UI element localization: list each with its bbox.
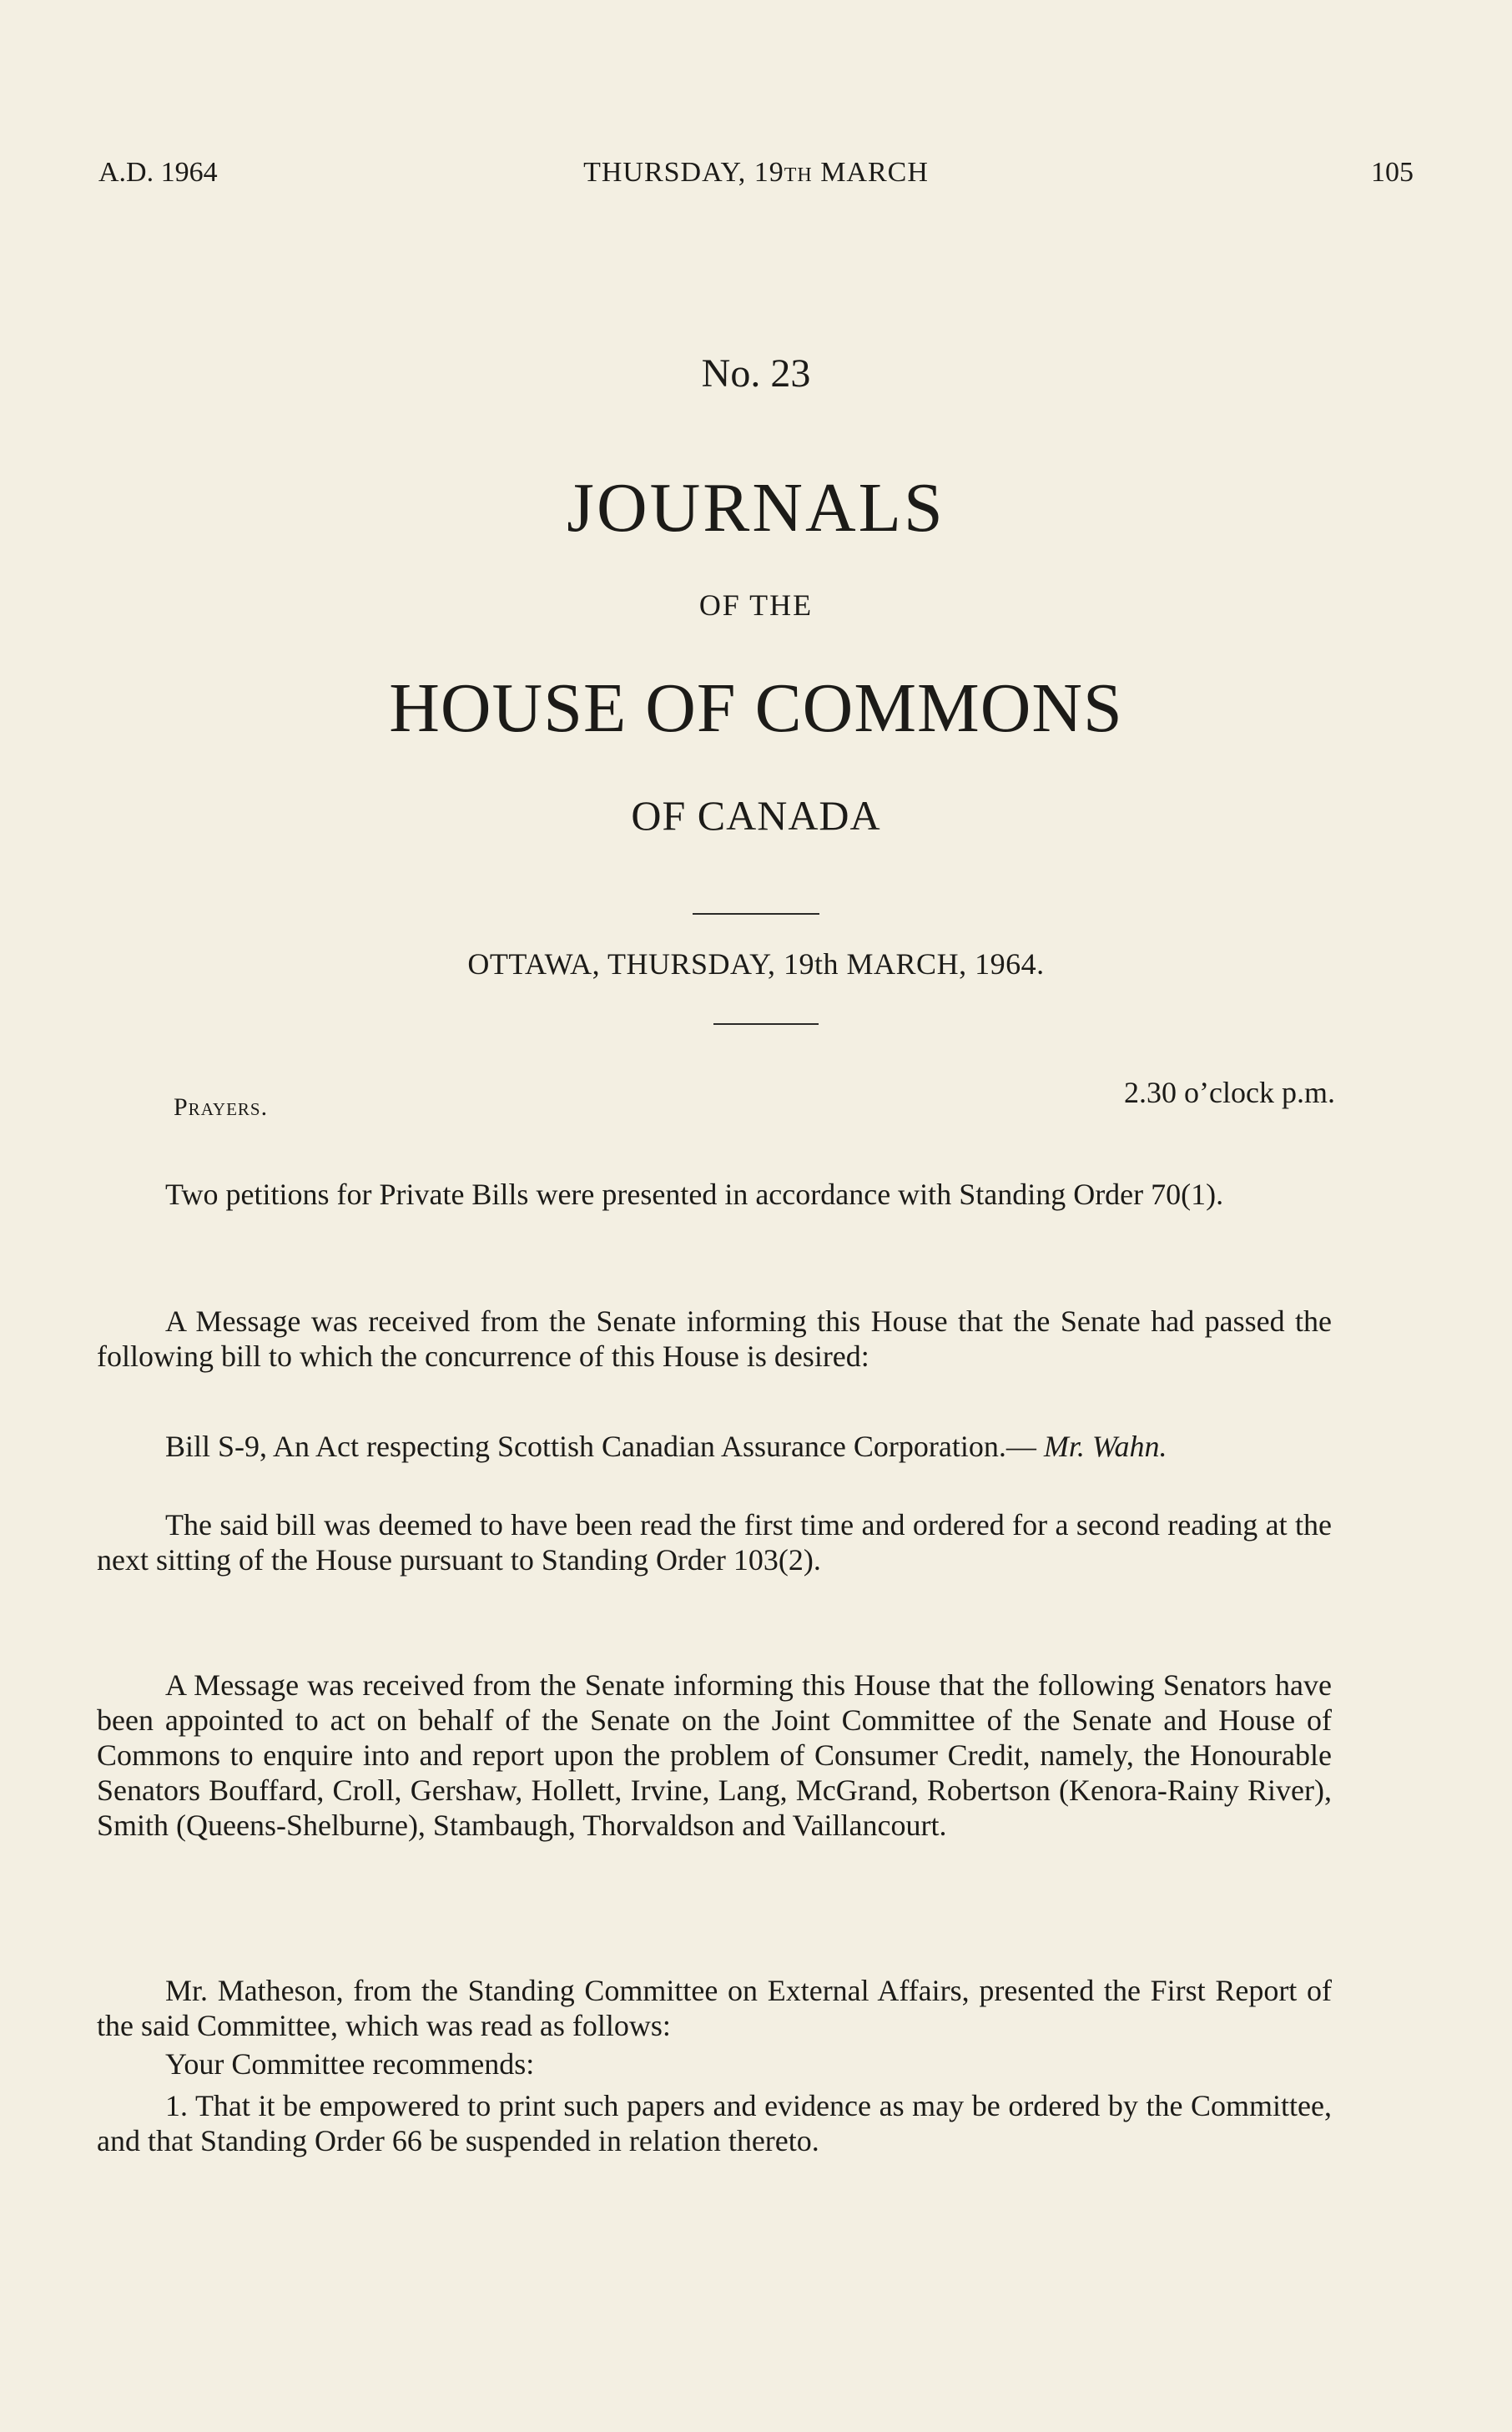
petitions-text: Two petitions for Private Bills were presented in accordance with Standing Order 70(1). xyxy=(165,1178,1224,1211)
joint-committee-text: A Message was received from the Senate informing this House that the following Senators have been appointed to act on behalf of the Senate on the Joint Committee of the Senate and House of Commons to enquire into and report upon the problem of Consumer Credit, namely, the Honourable Senators Bouffard, Croll, Gershaw, Hollett, Irvine, Lang, McGrand, Robertson (Kenora-Rainy River), Smith (Queens-Shelburne), Stambaugh, Thorvaldson and Vaillancourt. xyxy=(97,1668,1332,1842)
of-canada-heading: OF CANADA xyxy=(631,792,881,839)
paragraph-bill xyxy=(97,1429,1332,1464)
paragraph-recommends xyxy=(97,2046,1332,2081)
header-date-day: THURSDAY, 19 xyxy=(583,157,784,188)
committee-report-text: Mr. Matheson, from the Standing Committee on External Affairs, presented the First Report of the said Committee, which was read as follows: xyxy=(97,1974,1332,2042)
bill-title: Bill S-9, An Act respecting Scottish Canadian Assurance Corporation.— xyxy=(165,1430,1036,1463)
paragraph-first-reading xyxy=(97,1507,1332,1577)
running-head xyxy=(98,157,1414,194)
paragraph-item-1 xyxy=(97,2088,1332,2158)
paragraph-committee-report xyxy=(97,1973,1332,2043)
journal-number: No. 23 xyxy=(701,351,811,396)
first-reading-text: The said bill was deemed to have been read the first time and ordered for a second reading at the next sitting of the House pursuant to Standing Order 103(2). xyxy=(97,1508,1332,1577)
recommendation-item-1: 1. That it be empowered to print such papers and evidence as may be ordered by the Committee, and that Standing Order 66 be suspended in relation thereto. xyxy=(97,2089,1332,2157)
bill-sponsor: Mr. Wahn. xyxy=(1043,1430,1167,1463)
journals-heading: JOURNALS xyxy=(567,469,945,547)
header-date xyxy=(98,157,1414,189)
paragraph-senate-message-committee xyxy=(97,1668,1332,1843)
dateline: OTTAWA, THURSDAY, 19th MARCH, 1964. xyxy=(467,947,1045,981)
divider-rule-top xyxy=(693,913,819,915)
paragraph-senate-message-bill xyxy=(97,1304,1332,1374)
page-number: 105 xyxy=(1371,157,1414,188)
of-the-heading: OF THE xyxy=(698,588,814,622)
prayers-label: Prayers. xyxy=(174,1093,269,1121)
divider-rule-bottom xyxy=(713,1023,819,1025)
header-year: A.D. 1964 xyxy=(98,157,218,188)
paragraph-petitions xyxy=(97,1177,1332,1212)
senate-message-text: A Message was received from the Senate informing this House that the Senate had passed the following bill to which the concurrence of this House is desired: xyxy=(97,1304,1332,1373)
header-date-suffix: TH xyxy=(784,164,813,186)
house-of-commons-heading: HOUSE OF COMMONS xyxy=(389,669,1123,747)
recommends-text: Your Committee recommends: xyxy=(165,2047,535,2081)
prayers-row xyxy=(98,1075,1335,1122)
header-date-month: MARCH xyxy=(812,157,929,188)
bill-text xyxy=(97,1429,1332,1464)
sitting-time: 2.30 o’clock p.m. xyxy=(1124,1076,1335,1109)
